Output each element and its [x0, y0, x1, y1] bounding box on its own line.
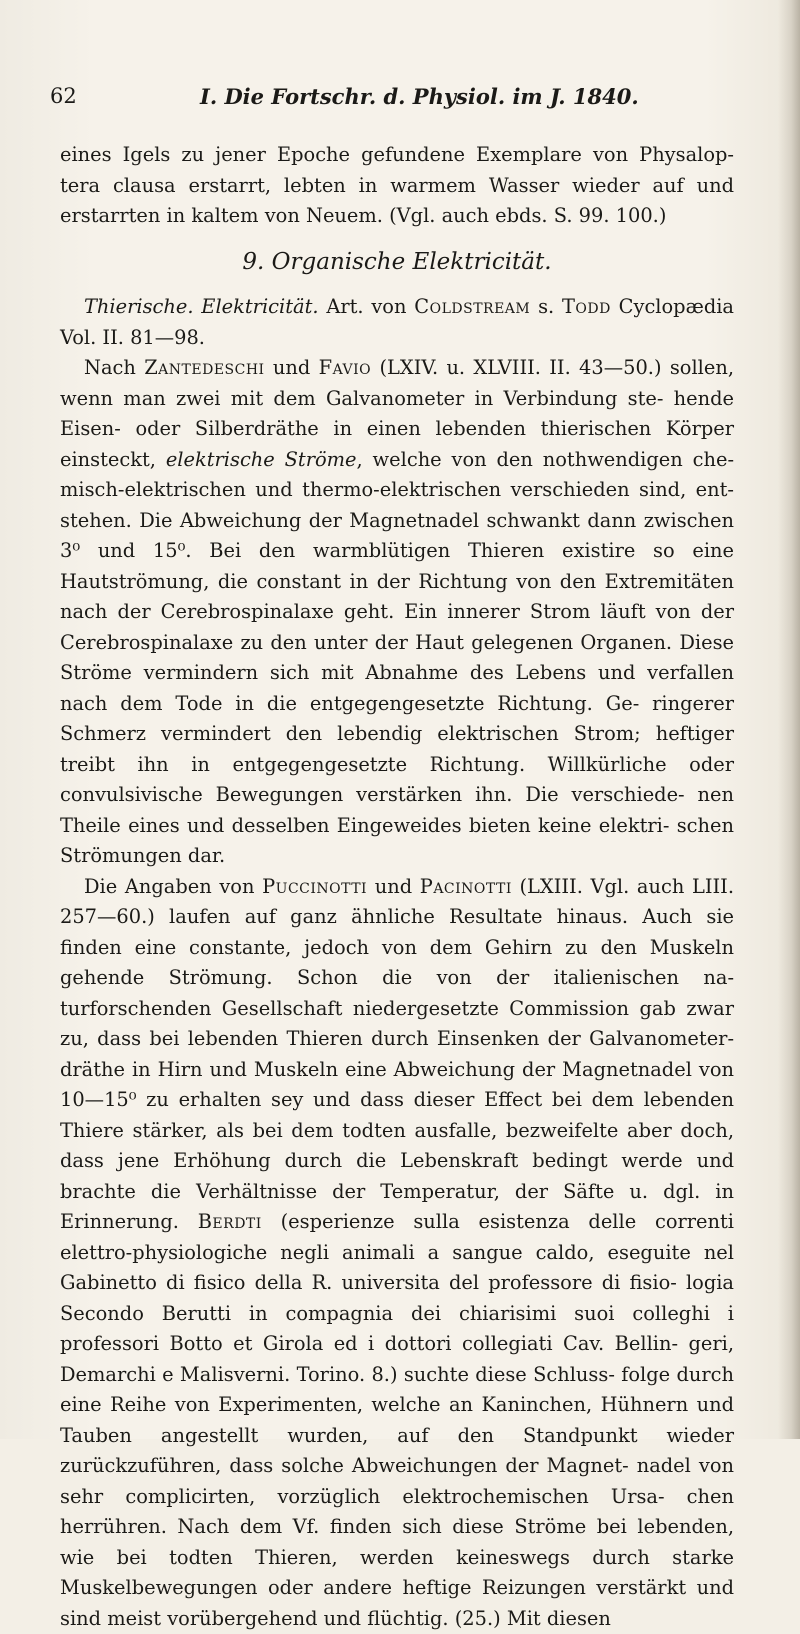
paragraph-zantedeschi	[60, 353, 734, 872]
paragraph-text: Die Angaben von	[84, 875, 262, 898]
reference-text: Art. von	[319, 295, 415, 318]
reference-text: Cyclopædia Vol. II. 81—98.	[60, 295, 734, 349]
main-text	[60, 140, 734, 1634]
running-header	[50, 84, 750, 116]
emphasis-text: elektrische Ströme	[166, 448, 357, 471]
author-name: Todd	[562, 295, 611, 318]
author-name: Coldstream	[414, 295, 530, 318]
author-name: Puccinotti	[262, 875, 367, 898]
paragraph-puccinotti	[60, 872, 734, 1634]
author-name: Favio	[319, 356, 372, 379]
author-name: Zantedeschi	[144, 356, 264, 379]
paragraph-title: Thierische. Elektricität.	[84, 295, 319, 318]
paragraph-text: und	[367, 875, 420, 898]
page-number: 62	[50, 84, 77, 108]
section-heading: 9. Organische Elektricität.	[60, 247, 734, 278]
running-title: I. Die Fortschr. d. Physiol. im J. 1840.	[200, 84, 639, 109]
paragraph-text: , welche von den nothwendigen che- misch-elektrischen und thermo-elektrischen verschieden sind, ent- stehen. Die Abweichung der Magnetnadel schwankt dann zwischen 3⁰ und 15⁰. Bei den warmblütigen Thieren existire so eine Hautströmung, die constant in der Richtung von den Extremitäten nach der Cerebrospinalaxe geht. Ein innerer Strom läuft von der Cerebrospinalaxe zu den unter der Haut gelegenen Organen. Diese Ströme vermindern sich mit Abnahme des Lebens und verfallen nach dem Tode in die entgegengesetzte Richtung. Ge- ringerer Schmerz vermindert den lebendig elektrischen Strom; heftiger treibt ihn in entgegengesetzte Richtung. Willkürliche oder convulsivische Bewegungen verstärken ihn. Die verschiede- nen Theile eines und desselben Eingeweides bieten keine elektri- schen Strömungen dar.	[60, 448, 734, 868]
paragraph-text: (LXIII. Vgl. auch LIII. 257—60.) laufen auf ganz ähnliche Resultate hinaus. Auch sie finden eine constante, jedoch von dem Gehirn zu den Muskeln gehende Strömung. Schon die von der italienischen na- turforschenden Gesellschaft niedergesetzte Commission gab zwar zu, dass bei lebenden Thieren durch Einsenken der Galvanometer- dräthe in Hirn und Muskeln eine Abweichung der Magnetnadel von 10—15⁰ zu erhalten sey und dass dieser Effect bei dem lebenden Thiere stärker, als bei dem todten ausfalle, bezweifelte aber doch, dass jene Erhöhung durch die Lebenskraft bedingt werde und brachte die Verhältnisse der Temperatur, der Säfte u. dgl. in Erinnerung.	[60, 875, 734, 1234]
intro-paragraph: eines Igels zu jener Epoche gefundene Exemplare von Physalop- tera clausa erstarrt, lebten in warmem Wasser wieder auf und erstarrten in kaltem von Neuem. (Vgl. auch ebds. S. 99. 100.)	[60, 140, 734, 232]
paragraph-text: und	[265, 356, 319, 379]
page-edge-shadow	[778, 0, 800, 1439]
author-name: Pacinotti	[420, 875, 512, 898]
paragraph-text: (esperienze sulla esistenza delle correnti elettro-physiologiche negli animali a sangue caldo, eseguite nel Gabinetto di fisico della R. universita del professore di fisio- logia Secondo Berutti in compagnia dei chiarisimi suoi colleghi i professori Botto et Girola ed i dottori collegiati Cav. Bellin- geri, Demarchi e Malisverni. Torino. 8.) suchte diese Schluss- folge durch eine Reihe von Experimenten, welche an Kaninchen, Hühnern und Tauben angestellt wurden, auf den Standpunkt wieder zurückzuführen, dass solche Abweichungen der Magnet- nadel von sehr complicirten, vorzüglich elektrochemischen Ursa- chen herrühren. Nach dem Vf. finden sich diese Ströme bei lebenden, wie bei todten Thieren, werden keineswegs durch starke Muskelbewegungen oder andere heftige Reizungen verstärkt und sind meist vorübergehend und flüchtig. (25.) Mit diesen	[60, 1210, 734, 1630]
reference-text: s.	[530, 295, 562, 318]
paragraph-text: (LXIV. u. XLVIII. II. 43—50.) sollen, wenn man zwei mit dem Galvanometer in Verbindung ste- hende Eisen- oder Silberdräthe in einen lebenden thierischen Körper einsteckt,	[60, 356, 734, 471]
paragraph-text: Nach	[84, 356, 144, 379]
author-name: Berdti	[198, 1210, 262, 1233]
paragraph-reference	[60, 292, 734, 353]
